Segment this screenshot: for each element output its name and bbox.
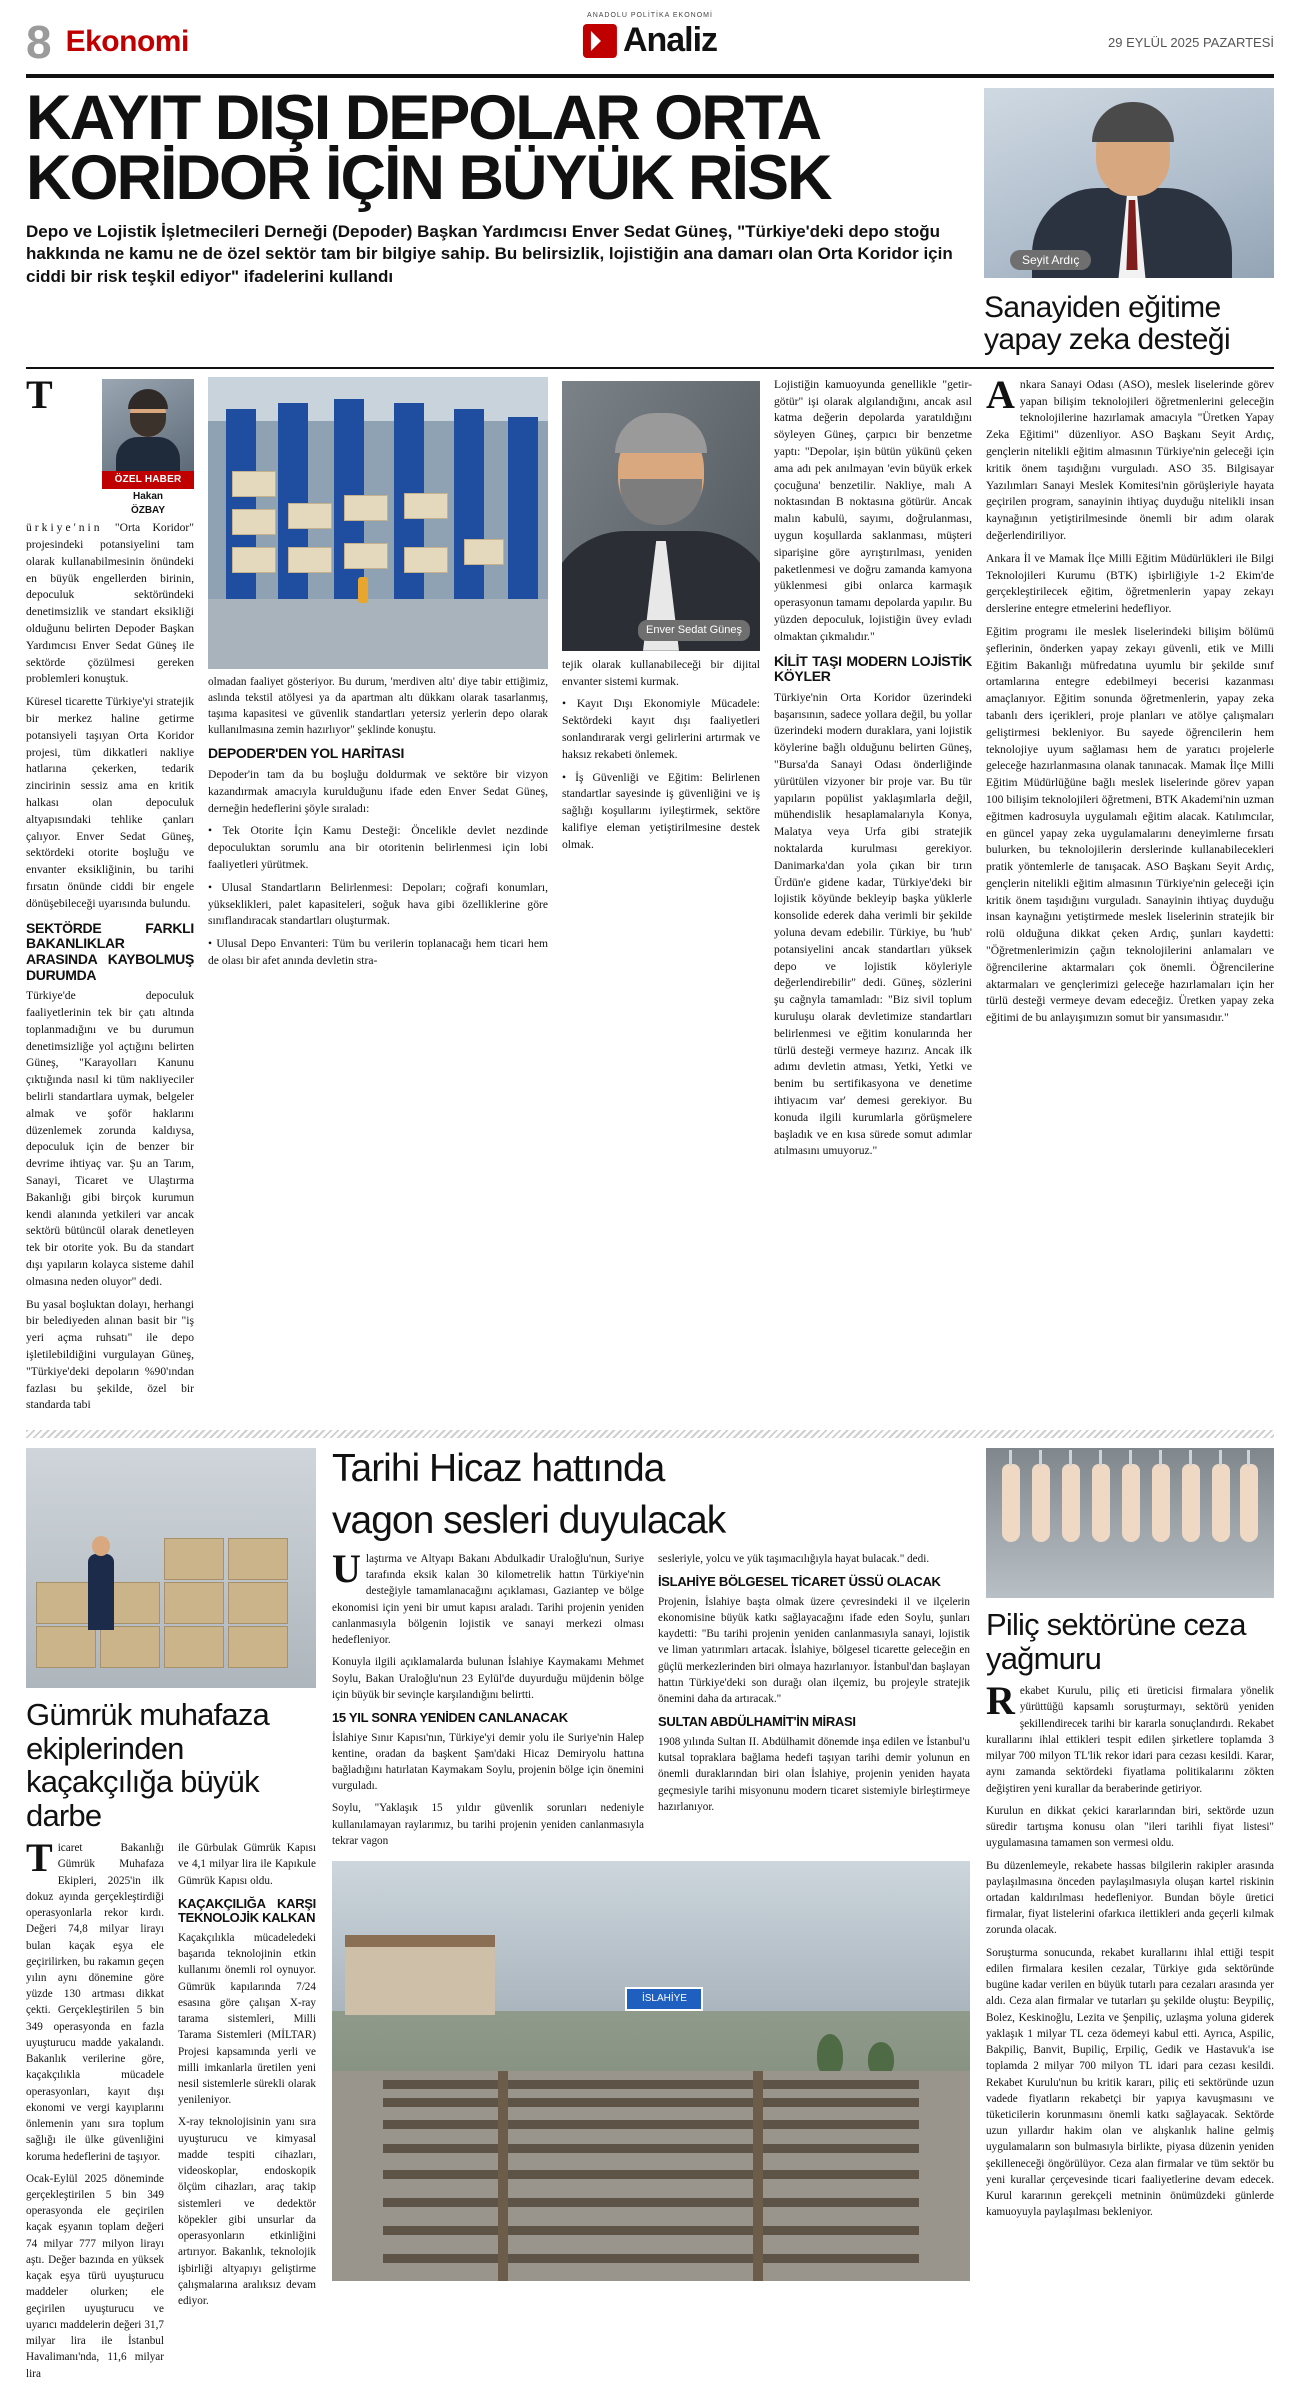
special-report-badge: ÖZEL HABER xyxy=(102,471,194,490)
bm-dropcap-letter: U xyxy=(332,1545,361,1591)
bottom-mid-col-1 xyxy=(332,1545,644,1855)
issue-date: 29 EYLÜL 2025 PAZARTESİ xyxy=(1108,34,1274,50)
article-column-4 xyxy=(774,377,972,1420)
bm-subhead-2: İSLAHİYE BÖLGESEL TİCARET ÜSSÜ OLACAK xyxy=(658,1574,941,1590)
station-sign xyxy=(625,1987,703,2011)
bm-paragraph-7: 1908 yılında Sultan II. Abdülhamit dönemde inşa edilen ve İstanbul'u kutsal topraklara bağlama hedefi taşıyan tarihi demir yolunun en önemli duraklarından biri olan İslahiye, projenin yeniden hayata geçmesiyle tarihi misyonunu modern ticaret sistemiyle birleştirmeye hazırlanıyor. xyxy=(658,1735,970,1813)
warehouse-photo xyxy=(208,377,548,669)
side-paragraph-2: Ankara İl ve Mamak İlçe Milli Eğitim Müdürlükleri ile Bilgi Teknolojileri Kurumu (BTK) işbirliğiyle 1-2 Ekim'de gerçekleştirilecek eğitim, öğretmenlerin yapay zekayı derslerine entegre etmelerini hedefliyor. xyxy=(986,551,1274,616)
bl-paragraph-5: X-ray teknolojisinin yanı sıra uyuşturucu ve kimyasal madde tespiti cihazları, videoskoplar, endoskopik ölçüm cihazları, araç takip sistemleri ve dedektör köpekler gibi unsurlar da operasyonların etkinliğini artırıyor. Bakanlık, teknolojik işbirliği altyapıyı geliştirme çalışmalarına aralıksız devam ediyor. xyxy=(178,2116,316,2308)
col3-paragraph-2: Türkiye'nin Orta Koridor üzerindeki başarısının, sadece yollara değil, bu yollar üzerindeki modern duraklara, yani lojistik köylerine bağlı olduğunu belirten Güneş, "Bursa'da Sanayi Odası önderliğinde yürütülen vizyoner bir proje var. Bu tür yapıların popülist yaklaşımlarla değil, mühendislik hesaplamalarıyla Konya, Malatya veya Urfa gibi stratejik noktalarda kurulması gerekiyor. Danimarka'dan yola çıkan bir tırın Ürdün'e gidene kadar, Türkiye'deki bir lojistik köyünde bekleyip başka yüklerle konsolide ederek daha verimli bir şekilde yoluna devam edebilir. Türkiye, bu 'hub' potansiyelini ancak standartları yüksek depo ve lojistik köyleriyle değerlendirebilir" dedi. Güneş, sözlerini şu cağnyla tamamladı: "Biz sivil toplum kuruluşu olarak devletimize standartları belirlenmesi ve eğitim konularında her türlü desteği vermeye hazırız. Ancak ilk adımı devletin atması, Yetki, Yetki ve benim bu sertifikasyona ve denetime ihtiyacım var' demesi gerekiyor. Bu konuda ilgili kurumlarla görüşmelere başladık ve en kısa sürede somut adımlar atılmasını umuyoruz." xyxy=(774,690,972,1158)
bottom-left-col-2 xyxy=(178,1840,316,2388)
bottom-right-article xyxy=(986,1448,1274,2388)
bl-subhead: KAÇAKÇILIĞA KARŞI TEKNOLOJİK KALKAN xyxy=(178,1895,316,1926)
col3-bullet-2: • İş Güvenliği ve Eğitim: Belirlenen standartlar sayesinde iş güvenliğini ve iş sağlığı koşullarını iyileştirmek, sektöre kalifiye eleman yetiştirilmesine destek olmak. xyxy=(562,770,760,851)
bm-paragraph-3: İslahiye Sınır Kapısı'nın, Türkiye'yi demir yolu ile Suriye'nin Halep kentine, oradan da başkent Şam'daki Hicaz Demiryolu hattına bağladığını hatırlatan Kaymakam Soylu, projenin bölge için önemini vurguladı. xyxy=(332,1731,644,1793)
side-p1-text: nkara Sanayi Odası (ASO), meslek liselerinde görev yapan bilişim teknolojileri öğretmenlerini geleceğin teknolojilerine hazırlamak amacıyla "Üretken Yapay Zeka Eğitimi" düzenliyor. ASO Başkanı Seyit Ardıç, gençlerin nitelikli eğitim almasının Türkiye'nin geleceği için kritik önem taşıdığını vurguladı. ASO 35. Bilgisayar Yazılımları Sanayi Meslek Komitesi'nin görüşleriyle hayata geçirilen program, sanayinin ihtiyaç duyduğu nitelikli insan kaynağının yetiştirilmesinde önemli bir adım olarak değerlendiriliyor. xyxy=(986,377,1274,542)
col2-paragraph-1: Depoder'in tam da bu boşluğu doldurmak ve sektöre bir vizyon kazandırmak amacıyla kurulduğunu ifade eden Enver Sedat Güneş, derneğin hedeflerini şöyle sıraladı: xyxy=(208,768,548,815)
byline-name-first: Hakan xyxy=(132,491,163,503)
bm-p1-text: laştırma ve Altyapı Bakanı Abdulkadir Uraloğlu'nun, Suriye tarafında eksik kalan 30 kilometrelik hattın Türkiye'nin desteğiyle tamamlanacağını açıklaması, Gaziantep ve bölge ekonomisi için yeni bir umut kapısı araladı. Tarihi projenin yeniden canlanmasıyla bölgenin lojistik ve sanayi merkezi olması hedefleniyor. xyxy=(332,1552,644,1647)
col1-subhead: SEKTÖRDE FARKLI BAKANLIKLAR ARASINDA KAYBOLMUŞ DURUMDA xyxy=(26,919,194,983)
bottom-right-body xyxy=(986,1678,1274,2221)
bl-paragraph-2: Ocak-Eylül 2025 döneminde gerçekleştirilen 5 bin 349 operasyonda ele geçirilen kaçak eşyanın toplam değeri 74 milyar 777 milyon lirayı aştı. Değer bazında en yüksek kaçak eşya türü uyuşturucu maddeler olurken; ele geçirilen uyuşturucu ve uyarıcı maddelerin değeri 31,7 milyar lira ile İstanbul Havalimanı'nda, 11,6 milyar lira xyxy=(26,2172,164,2380)
br-dropcap-letter: R xyxy=(986,1678,1015,1724)
article-body-grid xyxy=(26,371,1274,1420)
br-paragraph-3: Bu düzenlemeyle, rekabete hassas bilgilerin rakipler arasında paylaşılmasına önceden paylaşılmasıyla oluşan kartel riskinin ortadan kaldırılması hedefleniyor. Bundan böyle üretici firmalar, fiyat listelerini ofarkıca ilettikleri anda geçerli kılmak zorunda olacak. xyxy=(986,1859,1274,1937)
col1-paragraph-3: Türkiye'de depoculuk faaliyetlerinin tek bir çatı altında toplanmadığını ve bu durumun denetimsizliğe yol açtığını belirten Güneş, "Karayolları Kanunu çıktığında nasıl ki tüm nakliyeciler belirli standartlara uymak, belgeler almak ve şoför haklarını düzenlemek zorunda kaldıysa, depoculuk için de benzer bir devrime ihtiyaç var. Şu an Tarım, Sanayi, Ticaret ve Ulaştırma Bakanlığı gibi birçok kurumun kendi alanında yetkileri var ancak sektörü bütüncül olarak denetleyen tek bir otorite yok. Bu da standart dışı yapıların kolayca sisteme dahil olmasına neden oluyor" dedi. xyxy=(26,989,194,1288)
headline-line-1: KAYIT DIŞI DEPOLAR ORTA xyxy=(26,83,821,153)
masthead xyxy=(26,0,1274,70)
col1-paragraph-4: Bu yasal boşluktan dolayı, herhangi bir belediyeden alınan basit bir "iş yeri açma ruhsatı" ile depo işletilebildiğini vurgulayan Güneş, "Türkiye'deki depoların %90'ından fazlası bu şekilde, özel bir standarda tabi xyxy=(26,1297,194,1412)
bl-p1-text: icaret Bakanlığı Gümrük Muhafaza Ekipleri, 2025'in ilk dokuz ayında gerçekleştirdiği operasyonlarla rekor kırdı. Değeri 74,8 milyar lirayı bulan kaçak eşya ele geçirilirken, bu rakamın geçen yılın aynı dönemine göre yüzde 130 artması dikkat çekti. Gerçekleştirilen 5 bin 349 operasyonda en fazla uyuşturucu madde yakalandı. Bakanlık verilerine göre, kaçakçılıkla mücadele operasyonları, kayıt dışı ekonomi ve vergi kayıplarını önlemenin yanı sıra toplum sağlığı ile ülke güvenliğini koruma hedeflerini de taşıyor. xyxy=(26,1842,164,2163)
side-dropcap-letter: A xyxy=(986,371,1015,417)
article-column-1 xyxy=(26,371,194,1420)
side-article-column xyxy=(986,371,1274,1420)
col3-bullet-1: • Kayıt Dışı Ekonomiyle Mücadele: Sektördeki kayıt dışı faaliyetleri sonlandırarak vergi gelirlerini artırmak ve haksız rekabeti önlemek. xyxy=(562,697,760,761)
bl-paragraph-4: Kaçakçılıkla mücadeledeki başarıda teknolojinin etkin kullanımı önemli rol oynuyor. Gümrük kapılarında 7/24 esasına göre çalışan X-ray tarama sistemleri, Milli Tarama Sistemleri (MİLTAR) Projesi kapsamında yerli ve milli imkanlarla üretilen yeni nesil sistemlerle sürekli olarak yenileniyor. xyxy=(178,1931,316,2107)
side-article-photo xyxy=(984,88,1274,278)
col3-paragraph-0: tejik olarak kullanabileceği bir dijital envanter sistemi kurmak. xyxy=(562,657,760,688)
byline-name-last: ÖZBAY xyxy=(130,504,166,516)
bl-paragraph-1 xyxy=(26,1835,164,2165)
photo-caption: Seyit Ardıç xyxy=(1010,250,1091,270)
br-paragraph-1 xyxy=(986,1678,1274,1797)
publication-logo xyxy=(583,12,717,60)
col2-bullet-1: • Tek Otorite İçin Kamu Desteği: Öncelikle devlet nezdinde depoculuktan sorumlu ana bir otoritenin belirlenmesi için lobi faaliyetleri yürütmek. xyxy=(208,824,548,872)
bottom-middle-article xyxy=(332,1448,970,2388)
br-paragraph-4: Soruşturma sonucunda, rekabet kurallarını ihlal ettiği tespit edilen firmalara kesilen cezalar, Türkiye gıda sektöründe bugüne kadar verilen en büyük tutarlı para cezaları arasında yer aldı. Ceza alan firmalar ve tutarları şu şekilde oluştu: Beypiliç, Bolez, Keskinoğlu, Lezita ve Şenpiliç, uzlaşma yoluna giderek yaklaşık 1 milyar TL ceza ödemeyi kabul etti. Ayrıca, Aspilic, Bakpiliç, Banvit, Bupiliç, Erpiliç, Gedik ve Hastavuk'a ise toplamda 2 milyar 700 milyon TL idari para cezası kesildi. Rekabet Kurulu'nun bu kritik kararı, piliç eti sektöründe uzun vadede fiyatların rekabetçi bir yapıya kavuşmasını ve tüketicilerin korunmasını önemli katkı sağlayacak. Sektörde uzun yıllardır hakim olan ve alışkanlık haline gelmiş uygulamaların son bulmasıyla birlikte, piyasa düzenin yeniden şekilleneceği öngörülüyor. Ceza alan firmalar ve tüm sektör bu yeni kurallar çerçevesinde ticari faaliyetlerine devam edecek. Kurul kararının gerekçeli metninin önümüzdeki günlerde kamuoyuyla paylaşılması bekleniyor. xyxy=(986,1946,1274,2219)
bottom-left-col-1 xyxy=(26,1835,164,2388)
bottom-mid-col-2 xyxy=(658,1551,970,1855)
bm-paragraph-1 xyxy=(332,1545,644,1648)
br-p1-text: ekabet Kurulu, piliç eti üreticisi firmalara yönelik yürüttüğü kapsamlı soruşturmayı, sektörü yeniden şekillendirecek tarihi bir kararla sonuçlandırdı. Rekabet kurallarını ihlal ettikleri tespit edilen şirketlere toplamda 3 milyar 700 milyon TL'lik rekor idari para cezası kesildi. Karar, aynı zamanda sektördeki fiyatlama politikalarını zökten değiştiren yeni kurallar da beraberinde getiriyor. xyxy=(986,1685,1274,1795)
bm-paragraph-2: Konuyla ilgili açıklamalarda bulunan İslahiye Kaymakamı Mehmet Soylu, Bakan Uraloğlu'nun 23 Eylül'de duyurduğu müjdenin bölge için büyük bir sevinçle karşılandığını belirtti. xyxy=(332,1656,644,1701)
bm-paragraph-5: sesleriyle, yolcu ve yük taşımacılığıyla hayat bulacak." dedi. xyxy=(658,1552,930,1565)
logo-mark-icon xyxy=(583,24,617,58)
dropcap-letter: T xyxy=(26,371,53,417)
col3-paragraph-1: Lojistiğin kamuoyunda genellikle "getir-götür" işi olarak algılandığını, ancak asıl katma değerin depolarda yaratıldığını söyleyen Güneş, çarpıcı bir benzetme yaptı: "Depolar, işin bütün yükünü çeken ama adı pek anılmayan 'evin büyük erkek çocuğuna' benzetilir. Nakliye, malı A noktasından B noktasına götürür. Ancak malın kabulü, sayımı, doğrulanması, uygun koşullarda saklanması, müşteri siparişine göre ayrıştırılması, yeniden paketlenmesi ve doğru zamanda kamyona yüklenmesi gibi onlarca karmaşık operasyonun tamamı depolarda yapılır. Bu yüzden depoculuk, lojistiğin üvey evladı olmaktan çıkmalıdır." xyxy=(774,377,972,643)
col1-p1-text: "Orta Koridor" projesindeki potansiyelini tam olarak kullanabilmesinin önündeki en büyük engellerden birinin, depoculuk sektöründeki denetimsizlik ve standart eksikliği olduğunu belirten Depoder Başkan Yardımcısı Enver Sedat Güneş ile sektörde çözülmesi gereken problemleri konuştuk. xyxy=(26,521,194,686)
lead-headline-area xyxy=(26,83,1274,357)
col2-photo-caption-text: olmadan faaliyet gösteriyor. Bu durum, 'merdiven altı' diye tabir ettiğimiz, aslında tekstil atölyesi ya da apartman altı dükkanı olarak tasarlanmış, taşıma kapasitesi ve güvenlik standartları yetersiz yerlerin depo olarak kullanılmasına zemin hazırlıyor" şeklinde konuştu. xyxy=(208,675,548,736)
bl-paragraph-3: ile Gürbulak Gümrük Kapısı ve 4,1 milyar lira ile Kapıkule Gümrük Kapısı oldu. xyxy=(178,1842,316,1887)
col1-paragraph-2: Küresel ticarette Türkiye'yi stratejik bir merkez haline getirme potansiyeli taşıyan Orta Koridor projesi, tüm dikkatleri nakliye hatlarına çekerken, tedarik zincirinin sessiz ama en kritik halkası olan depoculuk altyapısındaki tehlike çanları çalıyor. Enver Sedat Güneş, sektördeki otorite boşluğu ve envanter eksikliğinin, bu tarihi fırsatın önünde ciddi bir engele dönüşebileceği uyarısında bulundu. xyxy=(26,695,194,910)
customs-photo xyxy=(26,1448,316,1688)
bottom-left-article xyxy=(26,1448,316,2388)
section-name: Ekonomi xyxy=(65,25,189,58)
article-column-2 xyxy=(208,377,548,1420)
bm-subhead-1: 15 YIL SONRA YENİDEN CANLANACAK xyxy=(332,1709,568,1725)
col1-lead-word: ürkiye'nin xyxy=(26,521,103,535)
bl-dropcap-letter: T xyxy=(26,1835,53,1881)
bottom-right-headline: Piliç sektörüne ceza yağmuru xyxy=(986,1607,1246,1676)
byline-photo xyxy=(102,379,194,471)
article-column-3 xyxy=(562,377,760,1420)
headline-line-2: KORİDOR İÇİN BÜYÜK RİSK xyxy=(26,143,831,214)
col2-subhead: DEPODER'DEN YOL HARİTASI xyxy=(208,745,405,762)
side-article-headline: Sanayiden eğitime yapay zeka desteği xyxy=(984,291,1231,357)
br-paragraph-2: Kurulun en dikkat çekici kararlarından biri, sektörde uzun süredir tartışma konusu olan "ileri tarihli fiyat listesi" uygulamasına tamamen son vermesi oldu. xyxy=(986,1804,1274,1850)
bm-subhead-3: SULTAN ABDÜLHAMİT'İN MİRASI xyxy=(658,1714,856,1730)
bm-paragraph-4: Soylu, "Yaklaşık 15 yıldır güvenlik sorunları nedeniyle kullanılamayan raylarımız, bu tarihi projenin yeniden canlanmasıyla tekrar vagon xyxy=(332,1802,644,1847)
bottom-left-headline: Gümrük muhafaza ekiplerinden kaçakçılığa büyük darbe xyxy=(26,1697,269,1833)
railway-photo xyxy=(332,1861,970,2281)
side-paragraph-3: Eğitim programı ile meslek liselerindeki bilişim bölümü şeflerinin, önderken yapay zekayı güvenli, etik ve Milli Eğitim Bakanlığı müfredatına uyumlu bir şekilde sınıf ortamlarına entegre edebilmeyi becerisi kazanması amaçlanıyor. Eğitim sonunda öğretmenlerin, yapay zeka tabanlı ders içerikleri, proje planları ve atölye çalışmaları geliştirmesi bekleniyor. Bu sayede öğrencilerin hem teknolojiye uyum sağlaması hem de yaratıcı projelerle geleceğe hazırlanmasına olanak tanınacak. Mamak İlçe Milli Eğitim Müdürlüğüne bağlı meslek liselerinde görev yapan 100 bilişim teknolojileri öğretmeni, BTK Akademi'nin uzman eğitmen kadrosuyla uygulamalı eğitim alacak. Katılımcılar, en güncel yapay zeka uygulamalarını deneyimlerne fırsatı bulurken, bu teknolojilerin derslerinde kullanabilecekleri pratik yöntemlerle de tanışacak. ASO Başkanı Seyit Ardıç, gençlerin nitelikli eğitim almasının Türkiye'nin geleceği için kritik önem taşıdığını vurguladı. Sanayinin ihtiyaç duyduğu insan kaynağını yetiştirmede meslek liselerinin stratejik bir rolü olduğuna dikkat çeken Ardıç, şunları kaydetti: "Öğretmenlerimizin çağın teknolojilerini anlamaları ve öğrencilerine aktarmaları çok önemli. Öğrencilerine aktarmaları ve gençlerimizi geleceğe hazırlamaları için her türlü desteği vermeye devam edeceğiz. Üretken yapay zeka eğitimi de bu anlayışımızın somut bir yansımasıdır." xyxy=(986,624,1274,1025)
headline-deck: Depo ve Lojistik İşletmecileri Derneği (Depoder) Başkan Yardımcısı Enver Sedat Güneş, "Türkiye'deki depo stoğu hakkında ne kamu ne de özel sektör tam bir bilgiye sahip. Bu belirsizlik, lojistiğin ana damarı olan Orta Koridor için ciddi bir risk teşkil ediyor" ifadelerini kullandı xyxy=(26,221,953,286)
interview-portrait-caption: Enver Sedat Güneş xyxy=(638,620,750,641)
bottom-mid-headline-2: vagon sesleri duyulacak xyxy=(332,1498,726,1542)
station-sign-label: İSLAHİYE xyxy=(641,1993,687,2005)
section-divider xyxy=(26,367,1274,369)
logo-tagline: ANADOLU POLİTİKA EKONOMİ xyxy=(587,12,713,19)
col2-bullet-3: • Ulusal Depo Envanteri: Tüm bu verilerin toplanacağı hem ticari hem de olası bir afet anında devletin stra- xyxy=(208,937,548,968)
bm-paragraph-6: Projenin, İslahiye başta olmak üzere çevresindeki il ve ilçelerin ekonomisine büyük katkı sağlayacağını ifade eden Soylu, şunları kaydetti: "Bu tarihi projenin yeniden canlanmasıyla sanayi, lojistik ve liman yatırımları artacak. İslahiye, bölgesel ticarette geleceğin en güçlü merkezlerinden biri olmaya hazırlanıyor. İstanbul'dan başlayan hattın Türkiye'deki son durağı olan ilçemiz, bu projeyle stratejik önemini daha da artıracak." xyxy=(658,1595,970,1706)
poultry-photo xyxy=(986,1448,1274,1598)
byline-box xyxy=(102,379,194,517)
side-paragraph-1 xyxy=(986,371,1274,545)
bottom-section xyxy=(26,1448,1274,2388)
col2-bullet-2: • Ulusal Standartların Belirlenmesi: Depoları; coğrafi konumları, yükseklikleri, palet kapasiteleri, soğuk hava gibi özelliklerine göre sınıflandıracak standartları oluşturmak. xyxy=(208,880,548,928)
bottom-mid-headline-1: Tarihi Hicaz hattında xyxy=(332,1447,665,1491)
page-number: 8 xyxy=(26,16,52,68)
col3-subhead: KİLİT TAŞI MODERN LOJİSTİK KÖYLER xyxy=(774,652,972,685)
masthead-rule xyxy=(26,74,1274,78)
dotted-divider xyxy=(26,1430,1274,1438)
logo-text: Analiz xyxy=(622,21,718,59)
interview-portrait-photo xyxy=(562,381,760,651)
